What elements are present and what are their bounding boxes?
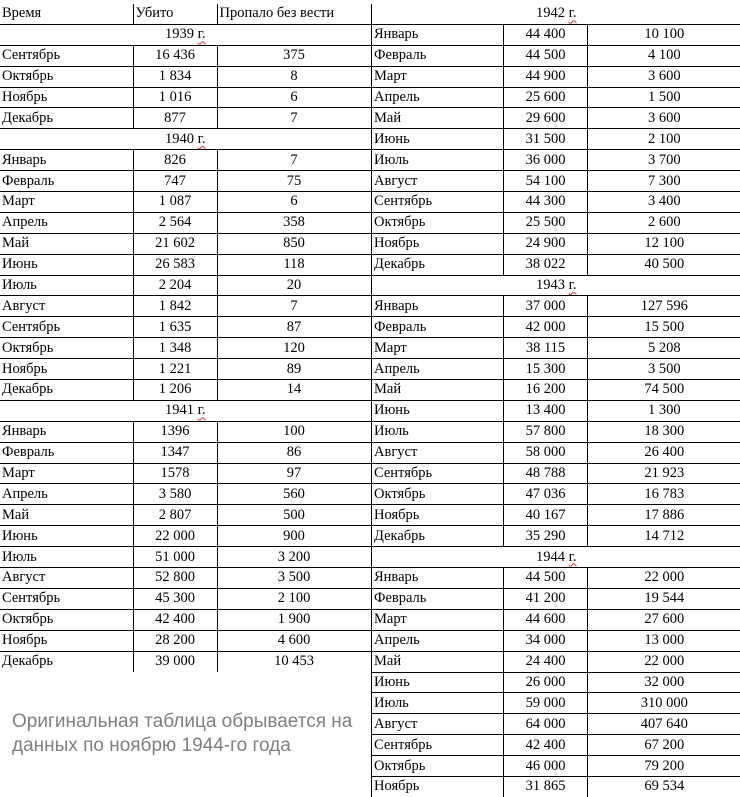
killed-cell: 2 807 (133, 505, 217, 526)
month-cell: Июнь (372, 129, 504, 150)
killed-cell: 39 000 (133, 651, 217, 671)
table-row (372, 87, 740, 108)
year-number: 1940 (165, 131, 194, 147)
table-row (372, 526, 740, 547)
month-cell: Декабрь (0, 108, 133, 129)
year-heading (372, 275, 740, 296)
table-row (372, 129, 740, 150)
year-number: 1939 (165, 26, 194, 42)
month-cell: Март (372, 338, 504, 359)
killed-cell: 57 800 (504, 421, 588, 442)
table-row (372, 254, 740, 275)
right-table-body (372, 4, 740, 797)
killed-cell: 36 000 (504, 150, 588, 171)
table-row (0, 630, 371, 651)
table-header-row (0, 4, 371, 24)
killed-cell: 25 500 (504, 212, 588, 233)
month-cell: Май (372, 108, 504, 129)
month-cell: Август (0, 568, 133, 589)
missing-cell: 14 712 (588, 526, 740, 547)
killed-cell: 1578 (133, 463, 217, 484)
year-number: 1944 (536, 549, 565, 565)
killed-cell: 44 600 (504, 609, 588, 630)
year-suffix: г. (198, 26, 206, 42)
header-killed: Убито (133, 4, 217, 24)
killed-cell: 24 900 (504, 233, 588, 254)
killed-cell: 48 788 (504, 463, 588, 484)
table-row (0, 317, 371, 338)
table-row (0, 171, 371, 192)
month-cell: Февраль (372, 317, 504, 338)
killed-cell: 1 834 (133, 66, 217, 87)
year-heading (372, 4, 740, 24)
killed-cell: 1 842 (133, 296, 217, 317)
table-row (0, 484, 371, 505)
month-cell: Апрель (0, 484, 133, 505)
killed-cell: 31 865 (504, 776, 588, 796)
killed-cell: 38 022 (504, 254, 588, 275)
table-row (0, 66, 371, 87)
month-cell: Ноябрь (372, 233, 504, 254)
killed-cell: 40 167 (504, 505, 588, 526)
missing-cell: 10 453 (217, 651, 371, 671)
month-cell: Декабрь (372, 526, 504, 547)
missing-cell: 7 (217, 296, 371, 317)
missing-cell: 20 (217, 275, 371, 296)
killed-cell: 24 400 (504, 651, 588, 672)
table-row (372, 66, 740, 87)
table-row (0, 108, 371, 129)
missing-cell: 118 (217, 254, 371, 275)
month-cell: Апрель (0, 212, 133, 233)
killed-cell: 52 800 (133, 568, 217, 589)
footnote: Оригинальная таблица обрывается на данных по ноябрю 1944-го года (12, 710, 362, 758)
missing-cell: 2 100 (217, 588, 371, 609)
table-row (0, 87, 371, 108)
table-row (372, 380, 740, 401)
missing-cell: 3 500 (217, 568, 371, 589)
table-row (372, 568, 740, 589)
month-cell: Ноябрь (0, 630, 133, 651)
table-row (372, 651, 740, 672)
table-row (372, 24, 740, 45)
missing-cell: 12 100 (588, 233, 740, 254)
table-row (372, 756, 740, 777)
missing-cell: 120 (217, 338, 371, 359)
month-cell: Июль (0, 275, 133, 296)
table-row (0, 526, 371, 547)
month-cell: Ноябрь (372, 776, 504, 796)
month-cell: Июнь (372, 672, 504, 693)
month-cell: Сентябрь (0, 317, 133, 338)
month-cell: Июль (372, 150, 504, 171)
missing-cell: 15 500 (588, 317, 740, 338)
year-heading (372, 547, 740, 568)
month-cell: Октябрь (372, 484, 504, 505)
month-cell: Июль (372, 421, 504, 442)
table-row (372, 609, 740, 630)
table-row (372, 421, 740, 442)
month-cell: Сентябрь (372, 463, 504, 484)
month-cell: Апрель (372, 630, 504, 651)
left-table-body (0, 4, 371, 672)
killed-cell: 42 400 (504, 735, 588, 756)
missing-cell: 1 300 (588, 400, 740, 421)
table-row (0, 651, 371, 671)
table-row (0, 421, 371, 442)
month-cell: Февраль (0, 442, 133, 463)
missing-cell: 375 (217, 45, 371, 66)
month-cell: Декабрь (0, 651, 133, 671)
month-cell: Март (0, 192, 133, 213)
killed-cell: 1 087 (133, 192, 217, 213)
killed-cell: 1 348 (133, 338, 217, 359)
killed-cell: 44 900 (504, 66, 588, 87)
missing-cell: 13 000 (588, 630, 740, 651)
killed-cell: 826 (133, 150, 217, 171)
missing-cell: 7 (217, 150, 371, 171)
killed-cell: 46 000 (504, 756, 588, 777)
year-suffix: г. (569, 277, 577, 293)
missing-cell: 17 886 (588, 505, 740, 526)
table-row (372, 484, 740, 505)
table-row (0, 547, 371, 568)
missing-cell: 6 (217, 87, 371, 108)
month-cell: Сентябрь (372, 192, 504, 213)
missing-cell: 3 600 (588, 108, 740, 129)
missing-cell: 3 500 (588, 359, 740, 380)
table-row (372, 171, 740, 192)
missing-cell: 127 596 (588, 296, 740, 317)
killed-cell: 42 400 (133, 609, 217, 630)
killed-cell: 16 200 (504, 380, 588, 401)
missing-cell: 7 300 (588, 171, 740, 192)
table-row (372, 233, 740, 254)
year-suffix: г. (198, 402, 206, 418)
missing-cell: 2 100 (588, 129, 740, 150)
missing-cell: 79 200 (588, 756, 740, 777)
table-row (0, 609, 371, 630)
missing-cell: 21 923 (588, 463, 740, 484)
month-cell: Август (372, 171, 504, 192)
killed-cell: 1 016 (133, 87, 217, 108)
killed-cell: 28 200 (133, 630, 217, 651)
month-cell: Июнь (372, 400, 504, 421)
missing-cell: 1 500 (588, 87, 740, 108)
month-cell: Январь (372, 296, 504, 317)
killed-cell: 34 000 (504, 630, 588, 651)
table-row (0, 442, 371, 463)
month-cell: Май (372, 380, 504, 401)
killed-cell: 44 400 (504, 24, 588, 45)
missing-cell: 97 (217, 463, 371, 484)
table-row (372, 192, 740, 213)
killed-cell: 2 204 (133, 275, 217, 296)
table-row (372, 150, 740, 171)
missing-cell: 900 (217, 526, 371, 547)
year-suffix: г. (569, 5, 577, 21)
killed-cell: 38 115 (504, 338, 588, 359)
month-cell: Сентябрь (0, 588, 133, 609)
month-cell: Март (372, 66, 504, 87)
killed-cell: 58 000 (504, 442, 588, 463)
table-row (372, 463, 740, 484)
killed-cell: 42 000 (504, 317, 588, 338)
month-cell: Декабрь (0, 380, 133, 401)
missing-cell: 22 000 (588, 568, 740, 589)
table-row (0, 275, 371, 296)
missing-cell: 7 (217, 108, 371, 129)
table-row (0, 359, 371, 380)
casualties-table-left (0, 4, 372, 672)
killed-cell: 1 221 (133, 359, 217, 380)
missing-cell: 27 600 (588, 609, 740, 630)
missing-cell: 407 640 (588, 714, 740, 735)
killed-cell: 54 100 (504, 171, 588, 192)
missing-cell: 4 600 (217, 630, 371, 651)
missing-cell: 75 (217, 171, 371, 192)
killed-cell: 44 500 (504, 45, 588, 66)
killed-cell: 44 500 (504, 568, 588, 589)
month-cell: Май (0, 505, 133, 526)
month-cell: Декабрь (372, 254, 504, 275)
month-cell: Январь (0, 150, 133, 171)
month-cell: Апрель (372, 87, 504, 108)
month-cell: Ноябрь (372, 505, 504, 526)
year-row (372, 547, 740, 568)
table-row (0, 568, 371, 589)
month-cell: Январь (372, 568, 504, 589)
killed-cell: 35 290 (504, 526, 588, 547)
table-row (372, 296, 740, 317)
missing-cell: 40 500 (588, 254, 740, 275)
table-row (0, 212, 371, 233)
month-cell: Февраль (372, 588, 504, 609)
missing-cell: 32 000 (588, 672, 740, 693)
month-cell: Март (372, 609, 504, 630)
month-cell: Май (372, 651, 504, 672)
missing-cell: 69 534 (588, 776, 740, 796)
month-cell: Ноябрь (0, 359, 133, 380)
year-row (0, 24, 371, 45)
table-row (372, 630, 740, 651)
table-row (372, 776, 740, 796)
month-cell: Февраль (372, 45, 504, 66)
missing-cell: 5 208 (588, 338, 740, 359)
missing-cell: 86 (217, 442, 371, 463)
missing-cell: 358 (217, 212, 371, 233)
missing-cell: 87 (217, 317, 371, 338)
table-row (0, 192, 371, 213)
killed-cell: 47 036 (504, 484, 588, 505)
casualties-table-right (371, 4, 740, 797)
missing-cell: 2 600 (588, 212, 740, 233)
killed-cell: 25 600 (504, 87, 588, 108)
killed-cell: 45 300 (133, 588, 217, 609)
table-row (0, 505, 371, 526)
table-row (372, 714, 740, 735)
missing-cell: 16 783 (588, 484, 740, 505)
table-row (372, 317, 740, 338)
killed-cell: 44 300 (504, 192, 588, 213)
month-cell: Апрель (372, 359, 504, 380)
missing-cell: 19 544 (588, 588, 740, 609)
table-row (372, 108, 740, 129)
missing-cell: 6 (217, 192, 371, 213)
table-row (0, 45, 371, 66)
table-row (0, 254, 371, 275)
missing-cell: 3 400 (588, 192, 740, 213)
missing-cell: 22 000 (588, 651, 740, 672)
month-cell: Июнь (0, 254, 133, 275)
killed-cell: 15 300 (504, 359, 588, 380)
month-cell: Октябрь (0, 66, 133, 87)
header-time: Время (0, 4, 133, 24)
month-cell: Август (372, 714, 504, 735)
killed-cell: 37 000 (504, 296, 588, 317)
killed-cell: 1396 (133, 421, 217, 442)
table-row (372, 442, 740, 463)
table-row (372, 400, 740, 421)
killed-cell: 1347 (133, 442, 217, 463)
table-row (372, 212, 740, 233)
killed-cell: 51 000 (133, 547, 217, 568)
killed-cell: 21 602 (133, 233, 217, 254)
year-row (0, 129, 371, 150)
year-heading (0, 400, 371, 421)
month-cell: Август (0, 296, 133, 317)
missing-cell: 8 (217, 66, 371, 87)
table-row (0, 233, 371, 254)
year-row (0, 400, 371, 421)
table-row (372, 672, 740, 693)
missing-cell: 310 000 (588, 693, 740, 714)
missing-cell: 89 (217, 359, 371, 380)
missing-cell: 560 (217, 484, 371, 505)
year-suffix: г. (198, 131, 206, 147)
month-cell: Октябрь (372, 212, 504, 233)
header-missing: Пропало без вести (217, 4, 371, 24)
year-heading (0, 129, 371, 150)
month-cell: Ноябрь (0, 87, 133, 108)
killed-cell: 22 000 (133, 526, 217, 547)
killed-cell: 26 583 (133, 254, 217, 275)
killed-cell: 16 436 (133, 45, 217, 66)
month-cell: Сентябрь (0, 45, 133, 66)
table-row (0, 150, 371, 171)
month-cell: Октябрь (0, 609, 133, 630)
killed-cell: 3 580 (133, 484, 217, 505)
month-cell: Август (372, 442, 504, 463)
month-cell: Июль (0, 547, 133, 568)
table-row (372, 588, 740, 609)
year-number: 1942 (536, 5, 565, 21)
month-cell: Июль (372, 693, 504, 714)
missing-cell: 850 (217, 233, 371, 254)
year-heading (0, 24, 371, 45)
year-number: 1943 (536, 277, 565, 293)
year-row (372, 275, 740, 296)
missing-cell: 67 200 (588, 735, 740, 756)
month-cell: Июнь (0, 526, 133, 547)
missing-cell: 18 300 (588, 421, 740, 442)
killed-cell: 747 (133, 171, 217, 192)
killed-cell: 13 400 (504, 400, 588, 421)
table-row (372, 693, 740, 714)
year-number: 1941 (165, 402, 194, 418)
killed-cell: 41 200 (504, 588, 588, 609)
missing-cell: 3 200 (217, 547, 371, 568)
year-row (372, 4, 740, 24)
killed-cell: 31 500 (504, 129, 588, 150)
missing-cell: 3 700 (588, 150, 740, 171)
table-row (0, 463, 371, 484)
missing-cell: 3 600 (588, 66, 740, 87)
table-row (372, 505, 740, 526)
month-cell: Январь (0, 421, 133, 442)
table-row (372, 735, 740, 756)
month-cell: Октябрь (372, 756, 504, 777)
table-row (0, 380, 371, 401)
year-suffix: г. (569, 549, 577, 565)
month-cell: Октябрь (0, 338, 133, 359)
killed-cell: 26 000 (504, 672, 588, 693)
month-cell: Май (0, 233, 133, 254)
table-row (372, 45, 740, 66)
table-row (0, 338, 371, 359)
table-row (372, 359, 740, 380)
killed-cell: 64 000 (504, 714, 588, 735)
killed-cell: 2 564 (133, 212, 217, 233)
table-row (372, 338, 740, 359)
killed-cell: 877 (133, 108, 217, 129)
missing-cell: 14 (217, 380, 371, 401)
missing-cell: 74 500 (588, 380, 740, 401)
killed-cell: 1 206 (133, 380, 217, 401)
missing-cell: 100 (217, 421, 371, 442)
month-cell: Сентябрь (372, 735, 504, 756)
missing-cell: 4 100 (588, 45, 740, 66)
killed-cell: 59 000 (504, 693, 588, 714)
month-cell: Март (0, 463, 133, 484)
missing-cell: 1 900 (217, 609, 371, 630)
killed-cell: 29 600 (504, 108, 588, 129)
table-row (0, 296, 371, 317)
table-row (0, 588, 371, 609)
missing-cell: 500 (217, 505, 371, 526)
killed-cell: 1 635 (133, 317, 217, 338)
month-cell: Февраль (0, 171, 133, 192)
month-cell: Январь (372, 24, 504, 45)
missing-cell: 10 100 (588, 24, 740, 45)
missing-cell: 26 400 (588, 442, 740, 463)
